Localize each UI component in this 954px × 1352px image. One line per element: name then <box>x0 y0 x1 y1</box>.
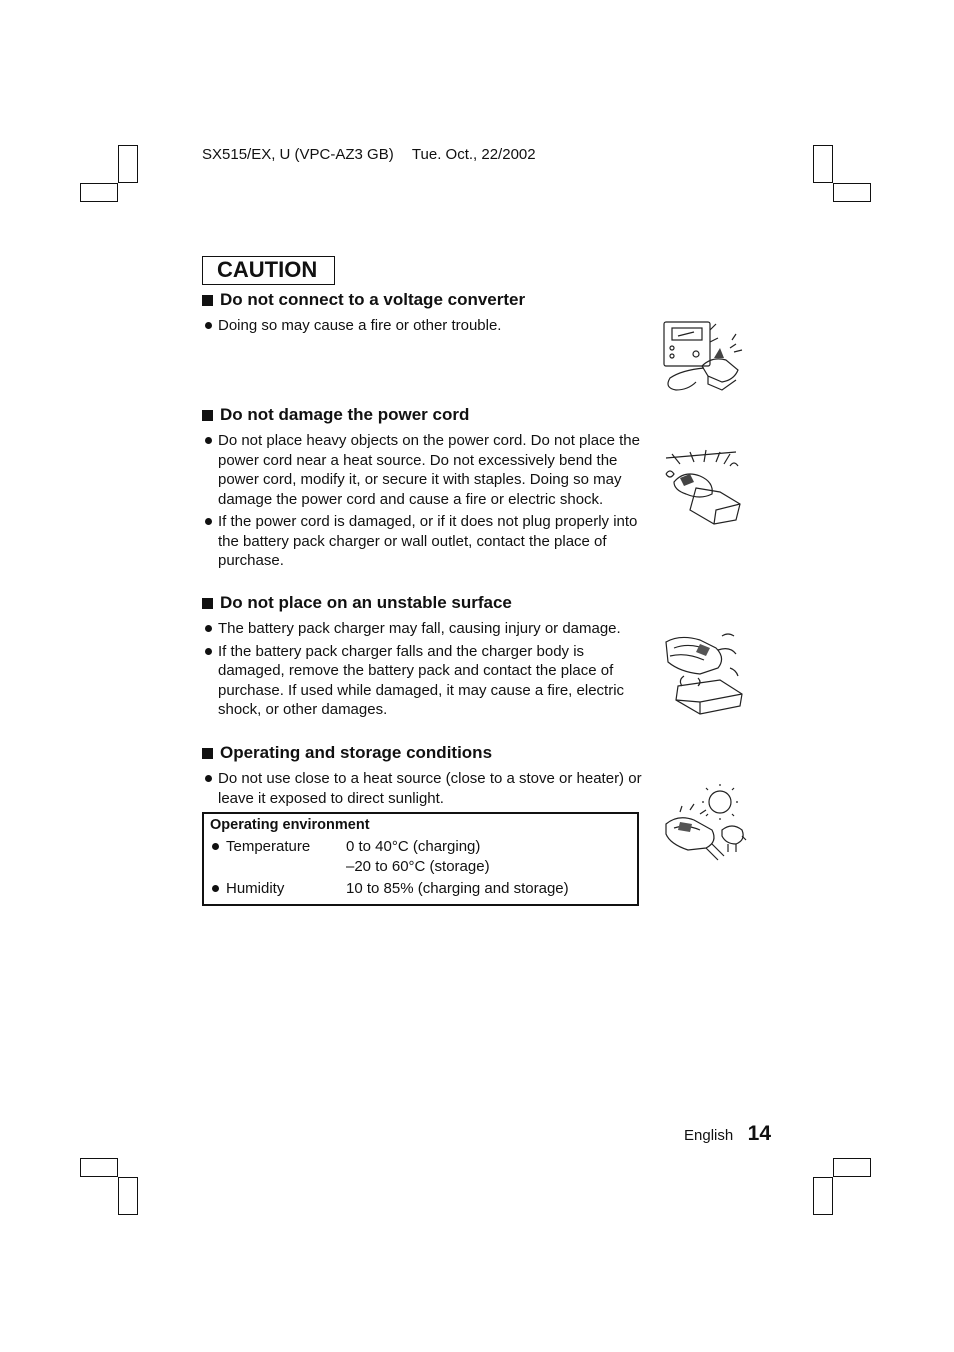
environment-row-humidity <box>210 879 631 899</box>
section-heading: Operating and storage conditions <box>202 743 642 763</box>
crop-mark <box>813 145 833 183</box>
square-bullet-icon <box>202 748 213 759</box>
bullet-item: Doing so may cause a fire or other trouble. <box>202 316 642 336</box>
bullet-item: Do not use close to a heat source (close to a stove or heater) or leave it exposed to direct sunlight. <box>202 769 642 808</box>
page-number: 14 <box>747 1122 772 1145</box>
environment-label: Humidity <box>210 879 346 899</box>
voltage-converter-illustration <box>660 318 746 396</box>
operating-environment-box <box>202 812 639 906</box>
model-code: SX515/EX, U (VPC-AZ3 GB) <box>202 146 394 163</box>
bullet-item: If the battery pack charger falls and the charger body is damaged, remove the battery pack and contact the place of purchase. If used while damaged, it may cause a fire, electric shock, or other damages. <box>202 642 642 720</box>
crop-mark <box>833 1158 871 1177</box>
page-footer <box>684 1122 771 1146</box>
square-bullet-icon <box>202 598 213 609</box>
square-bullet-icon <box>202 410 213 421</box>
section-heading: Do not damage the power cord <box>202 405 642 425</box>
bullet-item: If the power cord is damaged, or if it does not plug properly into the battery pack charger or wall outlet, contact the place of purchase. <box>202 512 642 571</box>
section-heading: Do not place on an unstable surface <box>202 593 642 613</box>
crop-mark <box>80 1158 118 1177</box>
sun-heat-illustration <box>660 784 750 870</box>
environment-title: Operating environment <box>210 817 370 833</box>
section-power-cord <box>202 405 642 574</box>
section-voltage-converter <box>202 290 642 339</box>
bullet-item: Do not place heavy objects on the power cord. Do not place the power cord near a heat source. Do not excessively bend the power cord, modify it, or secure it with staples. Doing so may damage the power cord and cause a fire or electric shock. <box>202 431 642 509</box>
environment-row-temperature <box>210 837 631 876</box>
section-operating-conditions <box>202 743 642 811</box>
environment-label: Temperature <box>210 837 346 876</box>
environment-value: 0 to 40°C (charging) –20 to 60°C (storage) <box>346 838 490 875</box>
crop-mark <box>118 1177 138 1215</box>
caution-title: CAUTION <box>202 256 335 285</box>
header-date: Tue. Oct., 22/2002 <box>411 146 536 163</box>
square-bullet-icon <box>202 295 213 306</box>
falling-charger-illustration <box>660 628 746 718</box>
section-unstable-surface <box>202 593 642 723</box>
footer-language: English <box>684 1127 734 1144</box>
document-header <box>202 146 536 163</box>
crop-mark <box>80 183 118 202</box>
section-heading: Do not connect to a voltage converter <box>202 290 642 310</box>
bullet-item: The battery pack charger may fall, causing injury or damage. <box>202 619 642 639</box>
crop-mark <box>813 1177 833 1215</box>
crop-mark <box>833 183 871 202</box>
crop-mark <box>118 145 138 183</box>
crushed-cord-illustration <box>660 448 746 528</box>
environment-value: 10 to 85% (charging and storage) <box>346 880 569 897</box>
